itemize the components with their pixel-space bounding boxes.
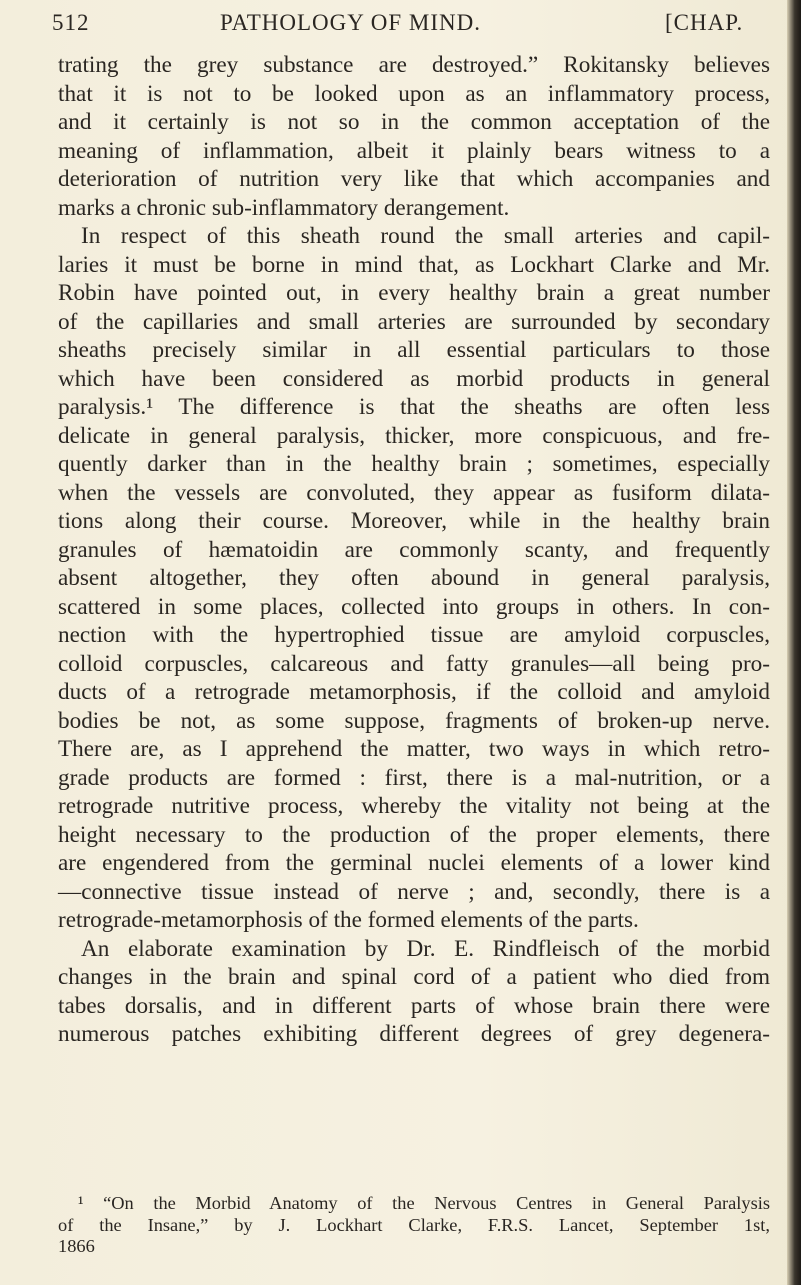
text-line: trating the grey substance are destroyed.” Rokitansky believes [58, 52, 770, 78]
text-line: laries it must be borne in mind that, as Lockhart Clarke and Mr. [58, 251, 770, 278]
text-line: and it certainly is not so in the common acceptation of the [58, 109, 770, 135]
footnote-line: 1866 [58, 1236, 95, 1256]
text-line: In respect of this sheath round the small arteries and capil- [81, 223, 770, 249]
text-line: nection with the hypertrophied tissue are amyloid corpuscles, [58, 622, 770, 648]
footnote [58, 1193, 770, 1258]
text-line: grade products are formed : first, there is a mal-nutrition, or a [58, 764, 770, 791]
text-line: absent altogether, they often abound in general paralysis, [58, 565, 770, 591]
page-edge-shadow [787, 0, 801, 1285]
body-text [58, 51, 770, 1049]
footnote-line: of the Insane,” by J. Lockhart Clarke, F.R.S. Lancet, September 1st, [58, 1214, 770, 1235]
text-line: numerous patches exhibiting different degrees of grey degenera- [58, 1021, 770, 1047]
text-line: There are, as I apprehend the matter, two ways in which retro- [58, 736, 770, 762]
text-line: Robin have pointed out, in every healthy brain a great number [58, 280, 770, 306]
text-line: ducts of a retrograde metamorphosis, if the colloid and amyloid [58, 679, 770, 705]
text-line: paralysis.¹ The difference is that the sheaths are often less [58, 394, 770, 420]
text-line: which have been considered as morbid products in general [58, 365, 770, 392]
text-line: An elaborate examination by Dr. E. Rindfleisch of the morbid [81, 935, 770, 962]
text-line: quently darker than in the healthy brain ; sometimes, especially [58, 451, 770, 477]
text-line: that it is not to be looked upon as an inflammatory process, [58, 80, 770, 107]
text-line: tions along their course. Moreover, while in the healthy brain [58, 508, 770, 534]
text-line: tabes dorsalis, and in different parts of whose brain there were [58, 992, 770, 1019]
text-line: meaning of inflammation, albeit it plainly bears witness to a [58, 137, 770, 164]
text-line: of the capillaries and small arteries are surrounded by secondary [58, 308, 770, 335]
text-line: retrograde nutritive process, whereby the vitality not being at the [58, 793, 770, 819]
chapter-mark: [CHAP. [665, 10, 744, 35]
text-line: are engendered from the germinal nuclei elements of a lower kind [58, 850, 770, 876]
text-line: deterioration of nutrition very like that which accompanies and [58, 166, 770, 192]
text-line: changes in the brain and spinal cord of a patient who died from [58, 964, 770, 990]
text-line: delicate in general paralysis, thicker, more conspicuous, and fre- [58, 422, 770, 449]
footnote-line: ¹ “On the Morbid Anatomy of the Nervous Centres in General Paralysis [78, 1193, 770, 1213]
text-line: bodies be not, as some suppose, fragments of broken-up nerve. [58, 707, 770, 734]
text-line: marks a chronic sub-inflammatory derangement. [58, 194, 510, 221]
text-line: granules of hæmatoidin are commonly scanty, and frequently [58, 536, 770, 563]
running-title: PATHOLOGY OF MIND. [220, 10, 482, 35]
text-line: height necessary to the production of the proper elements, there [58, 821, 770, 848]
text-line: scattered in some places, collected into groups in others. In con- [58, 593, 770, 620]
text-line: —connective tissue instead of nerve ; and, secondly, there is a [58, 878, 770, 905]
text-line: when the vessels are convoluted, they appear as fusiform dilata- [58, 479, 770, 506]
page-number: 512 [52, 10, 90, 35]
text-line: retrograde-metamorphosis of the formed elements of the parts. [58, 907, 639, 933]
running-header [44, 10, 784, 44]
text-line: colloid corpuscles, calcareous and fatty granules—all being pro- [58, 650, 770, 677]
text-line: sheaths precisely similar in all essential particulars to those [58, 337, 770, 363]
